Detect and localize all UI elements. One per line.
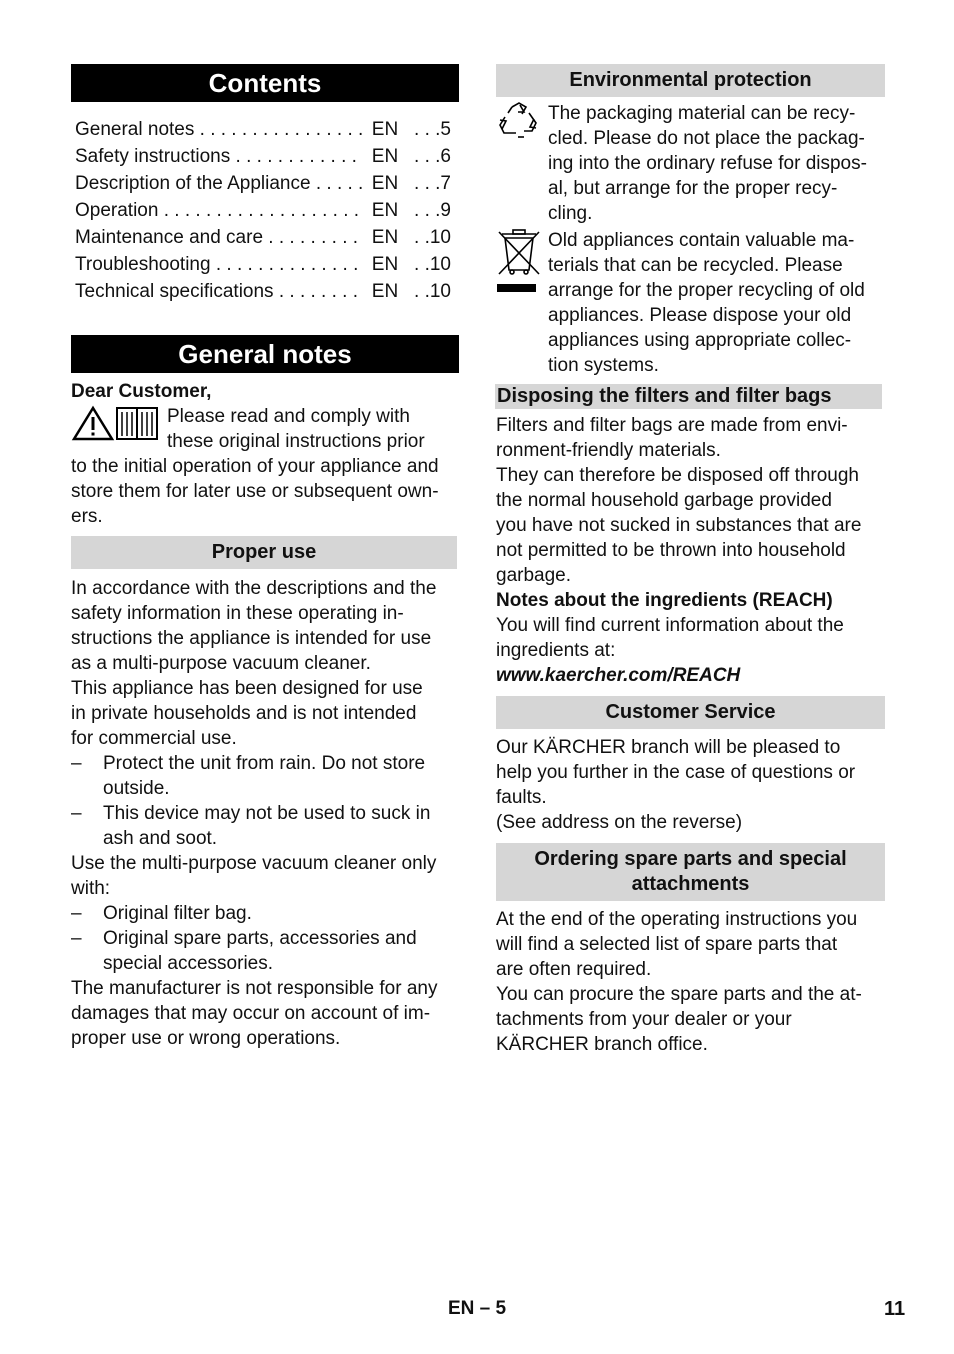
paragraph-line: In accordance with the descriptions and the <box>71 578 437 599</box>
environmental-heading: Environmental protection <box>496 64 885 97</box>
paragraph-line: as a multi-purpose vacuum cleaner. <box>71 653 371 674</box>
toc-entry-title: Troubleshooting . . . <box>75 251 363 278</box>
toc-entry-title: Maintenance and care . . . <box>75 224 363 251</box>
toc-entry[interactable] <box>75 197 451 224</box>
proper-use-bullets <box>71 751 459 851</box>
toc-entry-lang: EN <box>363 116 407 143</box>
bullet-line: ash and soot. <box>103 828 218 849</box>
greeting: Dear Customer, <box>71 381 212 402</box>
weee-text-line: terials that can be recycled. Please <box>548 255 843 276</box>
spare-parts-line: are often required. <box>496 959 652 980</box>
proper-use-bullets <box>71 901 459 976</box>
recycling-text-line: cling. <box>548 203 593 224</box>
table-of-contents <box>75 116 451 305</box>
toc-entry-lang: EN <box>363 197 407 224</box>
dash-marker: – <box>71 753 82 774</box>
spare-parts-line: At the end of the operating instructions you <box>496 909 858 930</box>
intro-line: these original instructions prior <box>167 431 425 452</box>
bullet-line: outside. <box>103 778 170 799</box>
reach-url-link[interactable]: www.kaercher.com/REACH <box>496 665 741 686</box>
proper-use-paragraph <box>71 576 459 751</box>
spare-parts-line: tachments from your dealer or your <box>496 1009 792 1030</box>
toc-entry[interactable] <box>75 224 451 251</box>
right-column <box>496 64 885 1057</box>
reach-text-line: You will find current information about the <box>496 615 844 636</box>
weee-text-line: appliances. Please dispose your old <box>548 305 852 326</box>
customer-service-paragraph <box>496 735 885 835</box>
filters-text-line: not permitted to be thrown into household <box>496 540 846 561</box>
recycling-text-line: The packaging material can be recy- <box>548 103 856 124</box>
customer-service-line: help you further in the case of questions or <box>496 762 856 783</box>
paragraph-line: in private households and is not intended <box>71 703 417 724</box>
recycling-text-line: ing into the ordinary refuse for dispos- <box>548 153 867 174</box>
proper-use-heading: Proper use <box>71 536 457 569</box>
paragraph-line: The manufacturer is not responsible for any <box>71 978 438 999</box>
bullet-line: Original filter bag. <box>103 903 252 924</box>
weee-text-line: arrange for the proper recycling of old <box>548 280 865 301</box>
toc-entry-title: Description of the Appliance . . . <box>75 170 363 197</box>
toc-entry[interactable] <box>75 116 451 143</box>
toc-entry-lang: EN <box>363 170 407 197</box>
footer-lang-page: EN – 5 <box>448 1298 507 1319</box>
weee-paragraph <box>496 228 885 378</box>
filters-paragraph <box>496 413 885 588</box>
intro-line: to the initial operation of your appliance and <box>71 456 439 477</box>
bullet-item <box>71 801 459 851</box>
customer-service-line: (See address on the reverse) <box>496 812 743 833</box>
crossed-out-bin-icon <box>496 228 542 294</box>
filters-text-line: the normal household garbage provided <box>496 490 832 511</box>
proper-use-paragraph <box>71 976 459 1051</box>
weee-text-line: tion systems. <box>548 355 659 376</box>
weee-text-line: Old appliances contain valuable ma- <box>548 230 855 251</box>
bullet-item <box>71 926 459 976</box>
filters-heading: Disposing the filters and filter bags <box>495 384 882 409</box>
intro-line: Please read and comply with <box>167 406 410 427</box>
toc-entry-page: . . .5 <box>414 119 451 140</box>
filters-text-line: Filters and filter bags are made from envi- <box>496 415 848 436</box>
bullet-item <box>71 901 459 926</box>
reach-text-line: ingredients at: <box>496 640 616 661</box>
toc-entry[interactable] <box>75 143 451 170</box>
paragraph-line: structions the appliance is intended for use <box>71 628 432 649</box>
toc-entry-page: . .10 <box>414 281 451 302</box>
warning-triangle-icon <box>71 404 161 442</box>
toc-entry-page: . .10 <box>414 227 451 248</box>
paragraph-line: Use the multi-purpose vacuum cleaner only <box>71 853 437 874</box>
toc-entry-lang: EN <box>363 224 407 251</box>
toc-entry-lang: EN <box>363 143 407 170</box>
bullet-line: This device may not be used to suck in <box>103 803 431 824</box>
bullet-line: special accessories. <box>103 953 274 974</box>
toc-entry[interactable] <box>75 278 451 305</box>
proper-use-paragraph <box>71 851 459 901</box>
spare-parts-heading-line: Ordering spare parts and special <box>534 848 847 870</box>
recycling-icon <box>496 101 542 145</box>
weee-text-line: appliances using appropriate collec- <box>548 330 852 351</box>
intro-line: ers. <box>71 506 103 527</box>
recycling-text-line: al, but arrange for the proper recy- <box>548 178 838 199</box>
toc-entry-page: . .10 <box>414 254 451 275</box>
toc-entry-title: Safety instructions . . . <box>75 143 363 170</box>
intro-line: store them for later use or subsequent own- <box>71 481 439 502</box>
toc-entry-title: Operation . . . <box>75 197 363 224</box>
bullet-line: Protect the unit from rain. Do not store <box>103 753 426 774</box>
toc-entry-lang: EN <box>363 251 407 278</box>
dash-marker: – <box>71 803 82 824</box>
customer-service-line: Our KÄRCHER branch will be pleased to <box>496 737 841 758</box>
spare-parts-heading <box>496 843 885 901</box>
spare-parts-paragraph <box>496 907 885 1057</box>
filters-text-line: They can therefore be disposed off through <box>496 465 860 486</box>
filters-text-line: garbage. <box>496 565 572 586</box>
paragraph-line: damages that may occur on account of im- <box>71 1003 431 1024</box>
filters-text-line: you have not sucked in substances that are <box>496 515 862 536</box>
toc-entry-page: . . .9 <box>414 200 451 221</box>
toc-entry-page: . . .7 <box>414 173 451 194</box>
toc-entry-title: Technical specifications . . . <box>75 278 363 305</box>
warning-manual-icons <box>71 404 167 438</box>
toc-entry[interactable] <box>75 170 451 197</box>
general-notes-heading: General notes <box>71 335 459 373</box>
dash-marker: – <box>71 903 82 924</box>
dash-marker: – <box>71 928 82 949</box>
page-number: 11 <box>884 1298 906 1320</box>
left-column <box>71 64 459 1051</box>
paragraph-line: for commercial use. <box>71 728 237 749</box>
spare-parts-line: KÄRCHER branch office. <box>496 1034 708 1055</box>
toc-entry[interactable] <box>75 251 451 278</box>
toc-entry-page: . . .6 <box>414 146 451 167</box>
toc-entry-title: General notes . . . <box>75 116 363 143</box>
recycling-paragraph <box>496 101 885 226</box>
paragraph-line: with: <box>71 878 111 899</box>
toc-entry-lang: EN <box>363 278 407 305</box>
recycling-text-line: cled. Please do not place the packag- <box>548 128 865 149</box>
paragraph-line: This appliance has been designed for use <box>71 678 423 699</box>
manual-book-icon <box>117 408 157 439</box>
spare-parts-line: You can procure the spare parts and the at- <box>496 984 862 1005</box>
spare-parts-line: will find a selected list of spare parts that <box>496 934 838 955</box>
filters-text-line: ronment-friendly materials. <box>496 440 721 461</box>
contents-heading: Contents <box>71 64 459 102</box>
customer-service-line: faults. <box>496 787 547 808</box>
paragraph-line: proper use or wrong operations. <box>71 1028 341 1049</box>
reach-heading: Notes about the ingredients (REACH) <box>496 590 833 611</box>
paragraph-line: safety information in these operating in- <box>71 603 404 624</box>
bullet-item <box>71 751 459 801</box>
customer-service-heading: Customer Service <box>496 696 885 729</box>
reach-paragraph <box>496 613 885 663</box>
spare-parts-heading-line: attachments <box>631 873 750 895</box>
bullet-line: Original spare parts, accessories and <box>103 928 417 949</box>
